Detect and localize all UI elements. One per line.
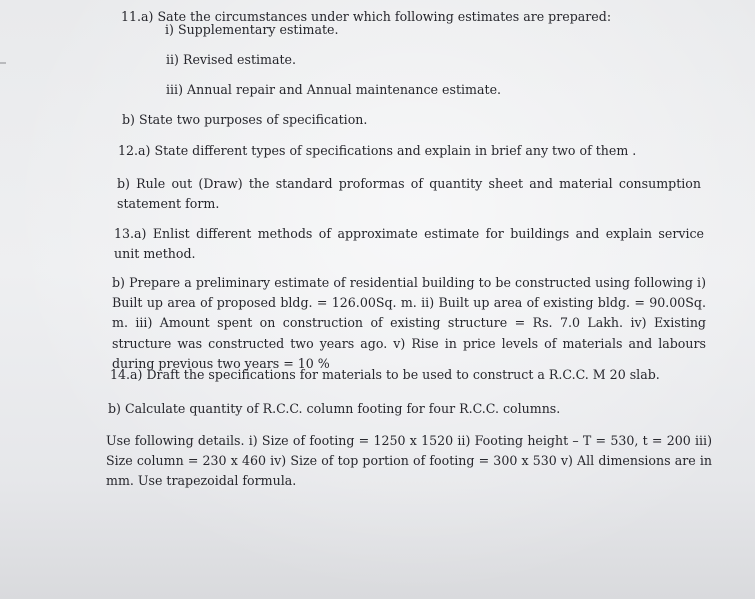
question-13a: 13.a) Enlist different methods of approximate estimate for buildings and explain service unit method. — [114, 226, 704, 262]
question-14a: 14.a) Draft the specifications for materials to be used to construct a R.C.C. M 20 slab. — [110, 367, 660, 382]
page-edge-mark — [0, 62, 6, 64]
question-11b: b) State two purposes of specification. — [122, 112, 368, 127]
question-12a: 12.a) State different types of specifications and explain in brief any two of them . — [118, 143, 637, 158]
question-14b: b) Calculate quantity of R.C.C. column footing for four R.C.C. columns. — [108, 401, 561, 416]
question-13b: b) Prepare a preliminary estimate of residential building to be constructed using following i) Built up area of proposed bldg. = 126.00Sq. m. ii) Built up area of existing bldg. = 90.00Sq. m. iii) Amount spent on construction of existing structure = Rs. 7.0 Lakh. iv) Existing structure was constructed two years ago. v) Rise in price levels of materials and labours during previous two years = 10 % — [112, 275, 706, 371]
question-14-details: Use following details. i) Size of footing = 1250 x 1520 ii) Footing height – T = 530, t = 200 iii) Size column = 230 x 460 iv) Size of top portion of footing = 300 x 530 v) All dimensions are in mm. Use trapezoidal formula. — [106, 433, 712, 489]
question-11a-iii: iii) Annual repair and Annual maintenance estimate. — [166, 82, 502, 97]
question-11a: 11.a) Sate the circumstances under which following estimates are prepared: — [121, 9, 612, 24]
question-12b: b) Rule out (Draw) the standard proformas of quantity sheet and material consumption statement form. — [117, 176, 701, 212]
question-11a-i: i) Supplementary estimate. — [165, 22, 339, 37]
question-11a-ii: ii) Revised estimate. — [166, 52, 297, 67]
